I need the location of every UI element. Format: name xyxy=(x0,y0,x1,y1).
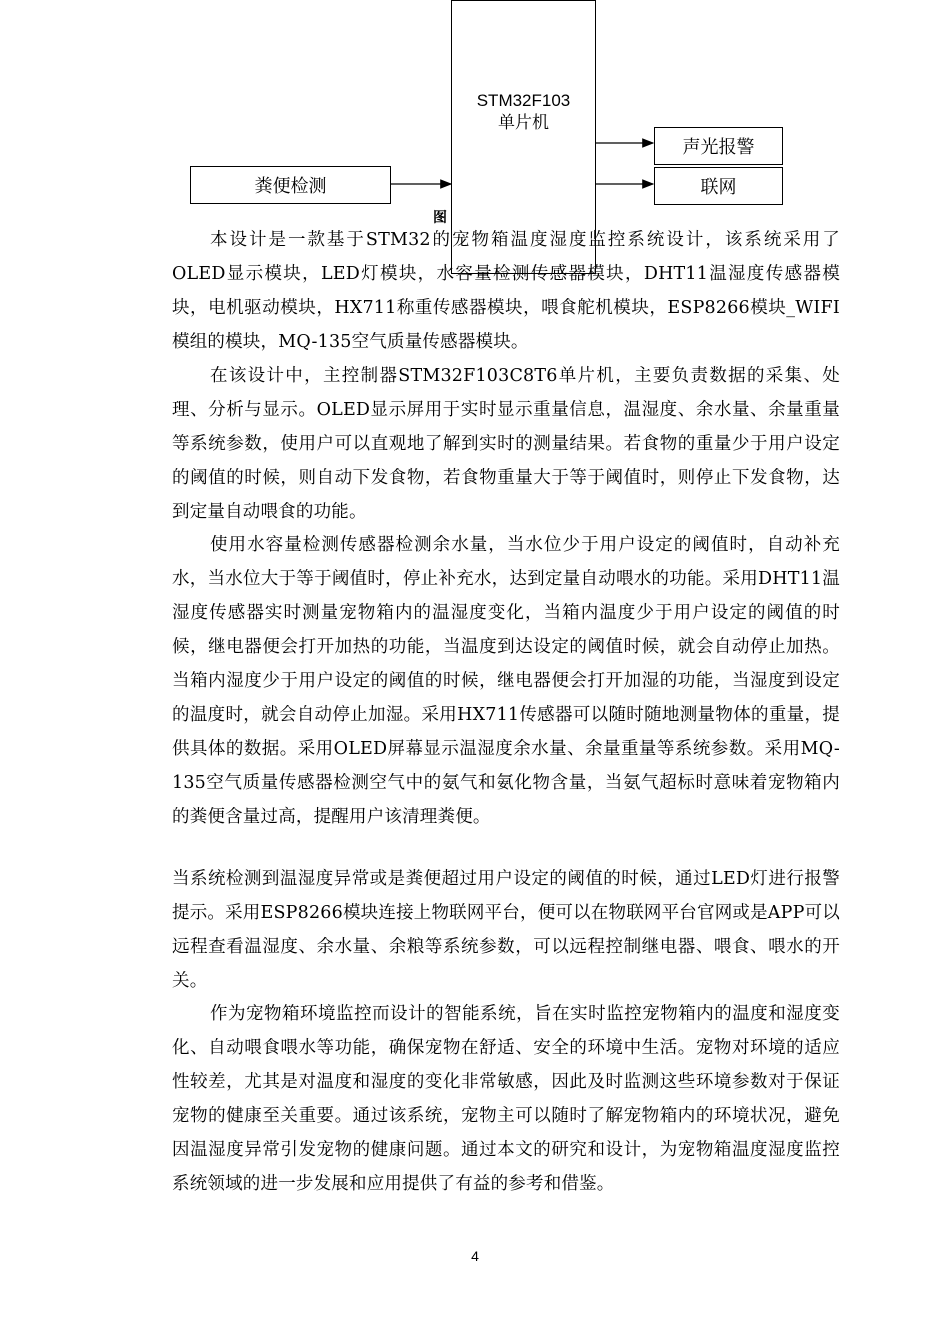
feces-detect-box: 粪便检测 xyxy=(190,166,391,204)
figure-caption: 图 xyxy=(433,210,447,226)
paragraph-1: 本设计是一款基于STM32的宠物箱温度湿度监控系统设计，该系统采用了OLED显示模块，LED灯模块，水容量检测传感器模块，DHT11温湿度传感器模块，电机驱动模块，HX711称重传感器模块，喂食舵机模块，ESP8266模块_WIFI模组的模块，MQ-135空气质量传感器模块。 xyxy=(172,230,840,352)
paragraph-5: 作为宠物箱环境监控而设计的智能系统，旨在实时监控宠物箱内的温度和湿度变化、自动喂食喂水等功能，确保宠物在舒适、安全的环境中生活。宠物对环境的适应性较差，尤其是对温度和湿度的变化非常敏感，因此及时监测这些环境参数对于保证宠物的健康至关重要。通过该系统，宠物主可以随时了解宠物箱内的环境状况，避免因温湿度异常引发宠物的健康问题。通过本文的研究和设计，为宠物箱温度湿度监控系统领域的进一步发展和应用提供了有益的参考和借鉴。 xyxy=(172,1004,840,1194)
mcu-line1: STM32F103 xyxy=(476,91,571,110)
paragraph-2: 在该设计中，主控制器STM32F103C8T6单片机，主要负责数据的采集、处理、分析与显示。OLED显示屏用于实时显示重量信息，温湿度、余水量、余量重量等系统参数，使用户可以直观地了解到实时的测量结果。若食物的重量少于用户设定的阈值的时候，则自动下发食物，若食物重量大于等于阈值时，则停止下发食物，达到定量自动喂食的功能。 xyxy=(172,366,840,522)
paragraph-5-wrap xyxy=(172,997,840,1201)
alarm-box: 声光报警 xyxy=(654,127,783,165)
network-box: 联网 xyxy=(654,167,783,205)
paragraph-4-wrap xyxy=(172,862,840,998)
mcu-line2: 单片机 xyxy=(498,113,549,132)
paragraph-3-wrap xyxy=(172,528,840,834)
paragraph-4: 当系统检测到温湿度异常或是粪便超过用户设定的阈值的时候，通过LED灯进行报警提示。采用ESP8266模块连接上物联网平台，便可以在物联网平台官网或是APP可以远程查看温湿度、余水量、余粮等系统参数，可以远程控制继电器、喂食、喂水的开关。 xyxy=(172,869,840,991)
page-number: 4 xyxy=(471,1248,479,1264)
paragraph-3: 使用水容量检测传感器检测余水量，当水位少于用户设定的阈值时，自动补充水，当水位大于等于阈值时，停止补充水，达到定量自动喂水的功能。采用DHT11温湿度传感器实时测量宠物箱内的温湿度变化，当箱内温度少于用户设定的阈值的时候，继电器便会打开加热的功能，当温度到达设定的阈值时候，就会自动停止加热。当箱内湿度少于用户设定的阈值的时候，继电器便会打开加湿的功能，当湿度到设定的温度时，就会自动停止加湿。采用HX711传感器可以随时随地测量物体的重量，提供具体的数据。采用OLED屏幕显示温湿度余水量、余量重量等系统参数。采用MQ-135空气质量传感器检测空气中的氨气和氨化物含量，当氨气超标时意味着宠物箱内的粪便含量过高，提醒用户该清理粪便。 xyxy=(172,535,840,827)
paragraph-1-wrap xyxy=(172,223,840,359)
paragraph-2-wrap xyxy=(172,359,840,529)
